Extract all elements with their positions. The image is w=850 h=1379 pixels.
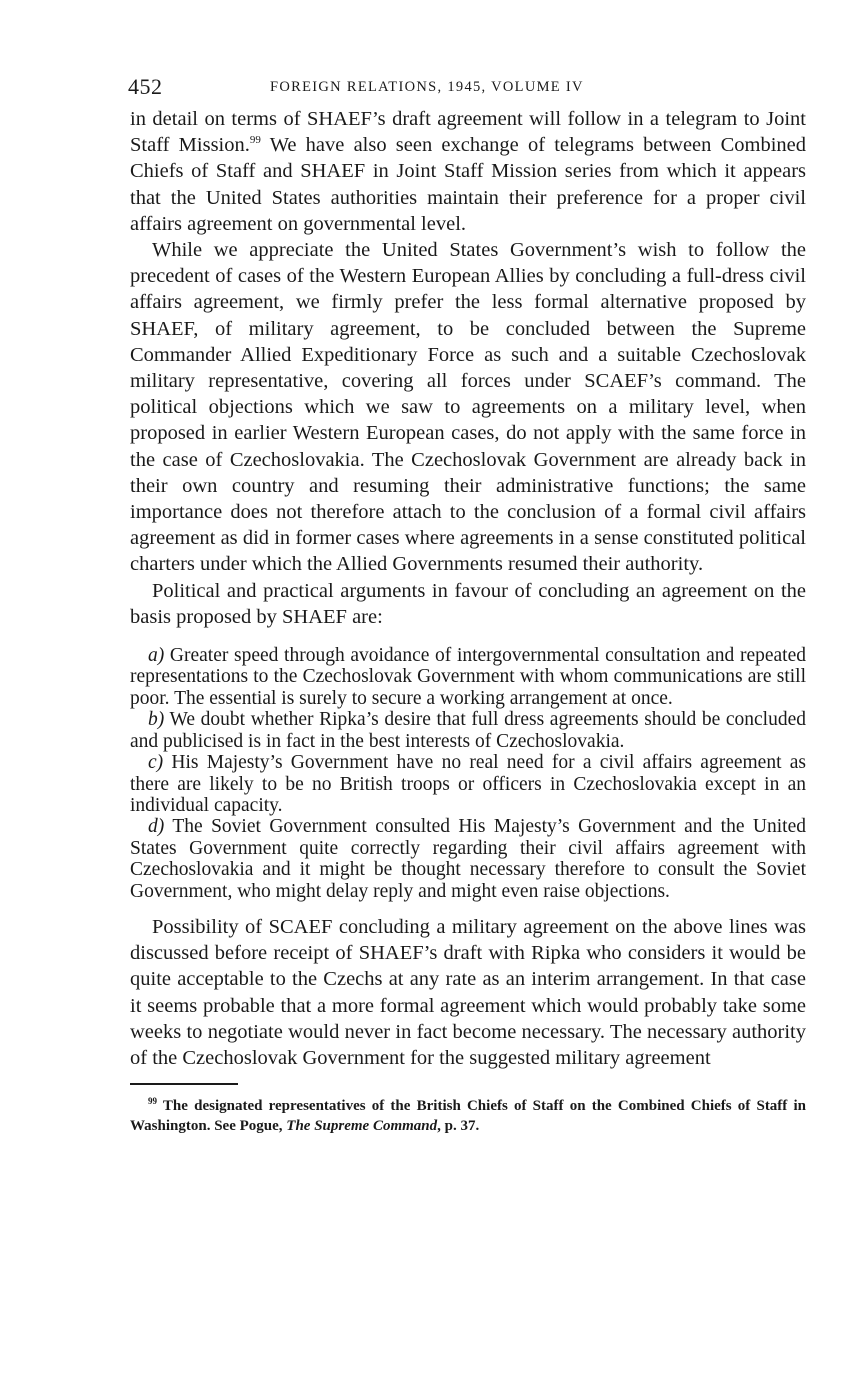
list-item	[130, 816, 806, 902]
footnote-text-b: , p. 37.	[437, 1117, 480, 1134]
paragraph-3: Political and practical arguments in favour of concluding an agreement on the basis proposed by SHAEF are:	[130, 579, 806, 628]
list-item-text: His Majesty’s Government have no real need for a civil affairs agreement as there are likely to be no British troops or officers in Czechoslovakia except in an individual capacity.	[130, 752, 806, 816]
running-title: FOREIGN RELATIONS, 1945, VOLUME IV	[270, 79, 584, 95]
list-item-label: a)	[148, 645, 165, 667]
list-item-text: Greater speed through avoidance of intergovernmental consultation and repeated representations to the Czechoslovak Government with whom communications are still poor. The essential is surely to secure a working arrangement at once.	[130, 645, 806, 709]
footnote-number: 99	[148, 1096, 157, 1107]
list-item-label: d)	[148, 816, 165, 838]
footnote-book-title: The Supreme Command	[286, 1117, 438, 1134]
arguments-list	[130, 645, 806, 902]
list-item-label: c)	[148, 752, 164, 774]
footnote-text-a: The designated representatives of the British Chiefs of Staff on the Combined Chiefs of Staff in Washington. See Pogue,	[130, 1098, 806, 1134]
page-number: 452	[128, 74, 163, 99]
list-item-text: The Soviet Government consulted His Majesty’s Government and the United States Government quite correctly regarding their civil affairs agreement with Czechoslovakia and it might be thought necessary therefore to consult the Soviet Government, who might delay reply and might even raise objections.	[130, 816, 806, 902]
footnote-reference: 99	[249, 134, 261, 147]
list-item	[130, 752, 806, 816]
list-item	[130, 709, 806, 752]
footnote	[130, 1097, 806, 1136]
paragraph-2: While we appreciate the United States Government’s wish to follow the precedent of cases of the Western European Allies by concluding a full-dress civil affairs agreement, we firmly prefer the less formal alternative proposed by SHAEF, of military agreement, to be concluded between the Supreme Commander Allied Expeditionary Force as such and a suitable Czechoslovak military representative, covering all forces under SCAEF’s command. The political objections which we saw to agreements on a military level, when proposed in earlier Western European cases, do not apply with the same force in the case of Czechoslovakia. The Czechoslovak Government are already back in their own country and resuming their administrative functions; the same importance does not therefore attach to the conclusion of a formal civil affairs agreement as did in former cases where agreements in a sense constituted political charters under which the Allied Governments resumed their authority.	[130, 239, 806, 576]
list-item-label: b)	[148, 709, 165, 731]
running-header	[130, 70, 806, 106]
list-item-text: We doubt whether Ripka’s desire that full dress agreements should be concluded and publicised is in fact in the best interests of Czechoslovakia.	[130, 709, 806, 752]
list-item	[130, 645, 806, 709]
document-page	[130, 70, 806, 1136]
paragraph-1-text-a: in detail on terms of SHAEF’s draft agreement will follow in a telegram to Joint Staff Mission.	[130, 108, 806, 157]
footnote-divider	[130, 1083, 238, 1085]
paragraph-1	[130, 106, 806, 237]
paragraph-1-text-b: We have also seen exchange of telegrams between Combined Chiefs of Staff and SHAEF in Joint Staff Mission series from which it appears that the United States authorities maintain their preference for a proper civil affairs agreement on governmental level.	[130, 134, 806, 235]
paragraph-4: Possibility of SCAEF concluding a military agreement on the above lines was discussed before receipt of SHAEF’s draft with Ripka who considers it would be quite acceptable to the Czechs at any rate as an interim arrangement. In that case it seems probable that a more formal agreement which would probably take some weeks to negotiate would never in fact become necessary. The necessary authority of the Czechoslovak Government for the suggested military agreement	[130, 915, 806, 1069]
